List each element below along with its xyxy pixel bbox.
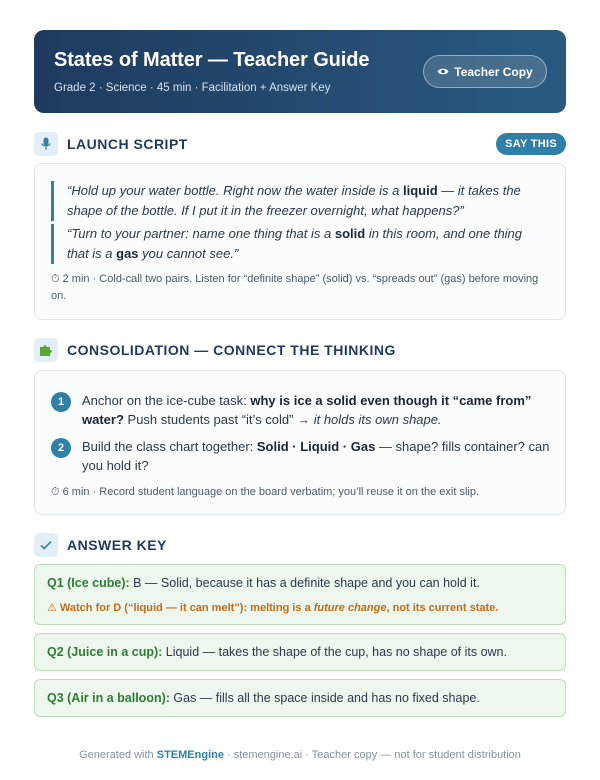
- puzzle-icon: [34, 338, 58, 362]
- quote-term-gas: gas: [116, 246, 139, 261]
- answer-item-q1: [34, 564, 566, 625]
- page-title: States of Matter — Teacher Guide: [54, 49, 370, 71]
- answer-text: [47, 576, 480, 590]
- answer-item-q3: [34, 679, 566, 717]
- footer-text: Generated with: [79, 749, 157, 761]
- step-text: [82, 391, 551, 429]
- launch-timing-note: ⏱ 2 min · Cold-call two pairs. Listen for “definite shape” (solid) vs. “spreads out” (gas) before moving on.: [51, 273, 539, 302]
- question-label: Q2 (Juice in a cup):: [47, 645, 163, 659]
- page-footer: [0, 749, 600, 761]
- answer-value: Gas — fills all the space inside and has no fixed shape.: [169, 691, 480, 705]
- launch-card: [34, 163, 566, 320]
- consolidation-card: [34, 370, 566, 515]
- footer-brand-link[interactable]: STEMEngine: [156, 749, 224, 761]
- launch-quote-1: [51, 181, 531, 221]
- step-text-italic: it holds its own shape.: [313, 412, 442, 427]
- page-header: [34, 30, 566, 113]
- answer-key-section-title: ANSWER KEY: [67, 537, 167, 553]
- launch-quote-2: [51, 224, 531, 264]
- teacher-copy-label: Teacher Copy: [454, 64, 533, 79]
- consolidation-section-header: [34, 338, 566, 362]
- answer-value: B — Solid, because it has a definite shape and you can hold it.: [129, 576, 480, 590]
- answer-value: Liquid — takes the shape of the cup, has no shape of its own.: [162, 645, 507, 659]
- teacher-copy-badge[interactable]: [423, 55, 547, 88]
- warning-text: ⚠ Watch for D (“liquid — it can melt”): melting is a: [47, 602, 314, 614]
- question-label: Q1 (Ice cube):: [47, 576, 130, 590]
- warning-text: , not its current state.: [386, 602, 499, 614]
- consolidation-step: [51, 437, 551, 475]
- step-text-part: Push students past “it’s cold” →: [123, 412, 314, 427]
- step-number: 2: [51, 438, 71, 458]
- quote-text: in this room, and one thing that is a: [67, 226, 523, 261]
- quote-text: — it takes the shape of the bottle. If I put it in the freezer overnight, what happens?”: [67, 183, 521, 218]
- quote-term-liquid: liquid: [403, 183, 438, 198]
- step-text-part: — shape? fills container? can you hold it?: [82, 439, 550, 473]
- warning-emphasis: future change: [313, 602, 387, 614]
- launch-section-title: LAUNCH SCRIPT: [67, 136, 188, 152]
- quote-term-solid: solid: [334, 226, 366, 241]
- step-text-bold: Solid · Liquid · Gas: [256, 439, 376, 454]
- step-text: [82, 437, 551, 475]
- answer-warning: [47, 601, 498, 614]
- launch-section-header: [34, 132, 566, 156]
- question-label: Q3 (Air in a balloon):: [47, 691, 170, 705]
- answer-item-q2: [34, 633, 566, 671]
- step-text-bold: why is ice a solid even though it “came from” water?: [82, 393, 532, 427]
- quote-text: you cannot see.”: [138, 246, 239, 261]
- answer-text: [47, 645, 507, 659]
- consolidation-section-title: CONSOLIDATION — CONNECT THE THINKING: [67, 342, 396, 358]
- quote-text: “Hold up your water bottle. Right now the water inside is a: [67, 183, 404, 198]
- step-number: 1: [51, 392, 71, 412]
- answer-text: [47, 691, 480, 705]
- step-text-part: Build the class chart together:: [82, 439, 257, 454]
- consolidation-step: [51, 391, 551, 429]
- step-text-part: Anchor on the ice-cube task:: [82, 393, 251, 408]
- microphone-icon: [34, 132, 58, 156]
- answer-key-section-header: [34, 533, 566, 557]
- consolidation-timing-note: ⏱ 6 min · Record student language on the board verbatim; you’ll reuse it on the exit slip.: [51, 486, 480, 498]
- page-subtitle: Grade 2 · Science · 45 min · Facilitation + Answer Key: [54, 82, 331, 94]
- quote-text: “Turn to your partner: name one thing that is a: [67, 226, 335, 241]
- say-this-badge: SAY THIS: [496, 133, 566, 155]
- checkmark-icon: [34, 533, 58, 557]
- footer-text: · stemengine.ai · Teacher copy — not for student distribution: [223, 749, 521, 761]
- eye-icon: [437, 67, 449, 76]
